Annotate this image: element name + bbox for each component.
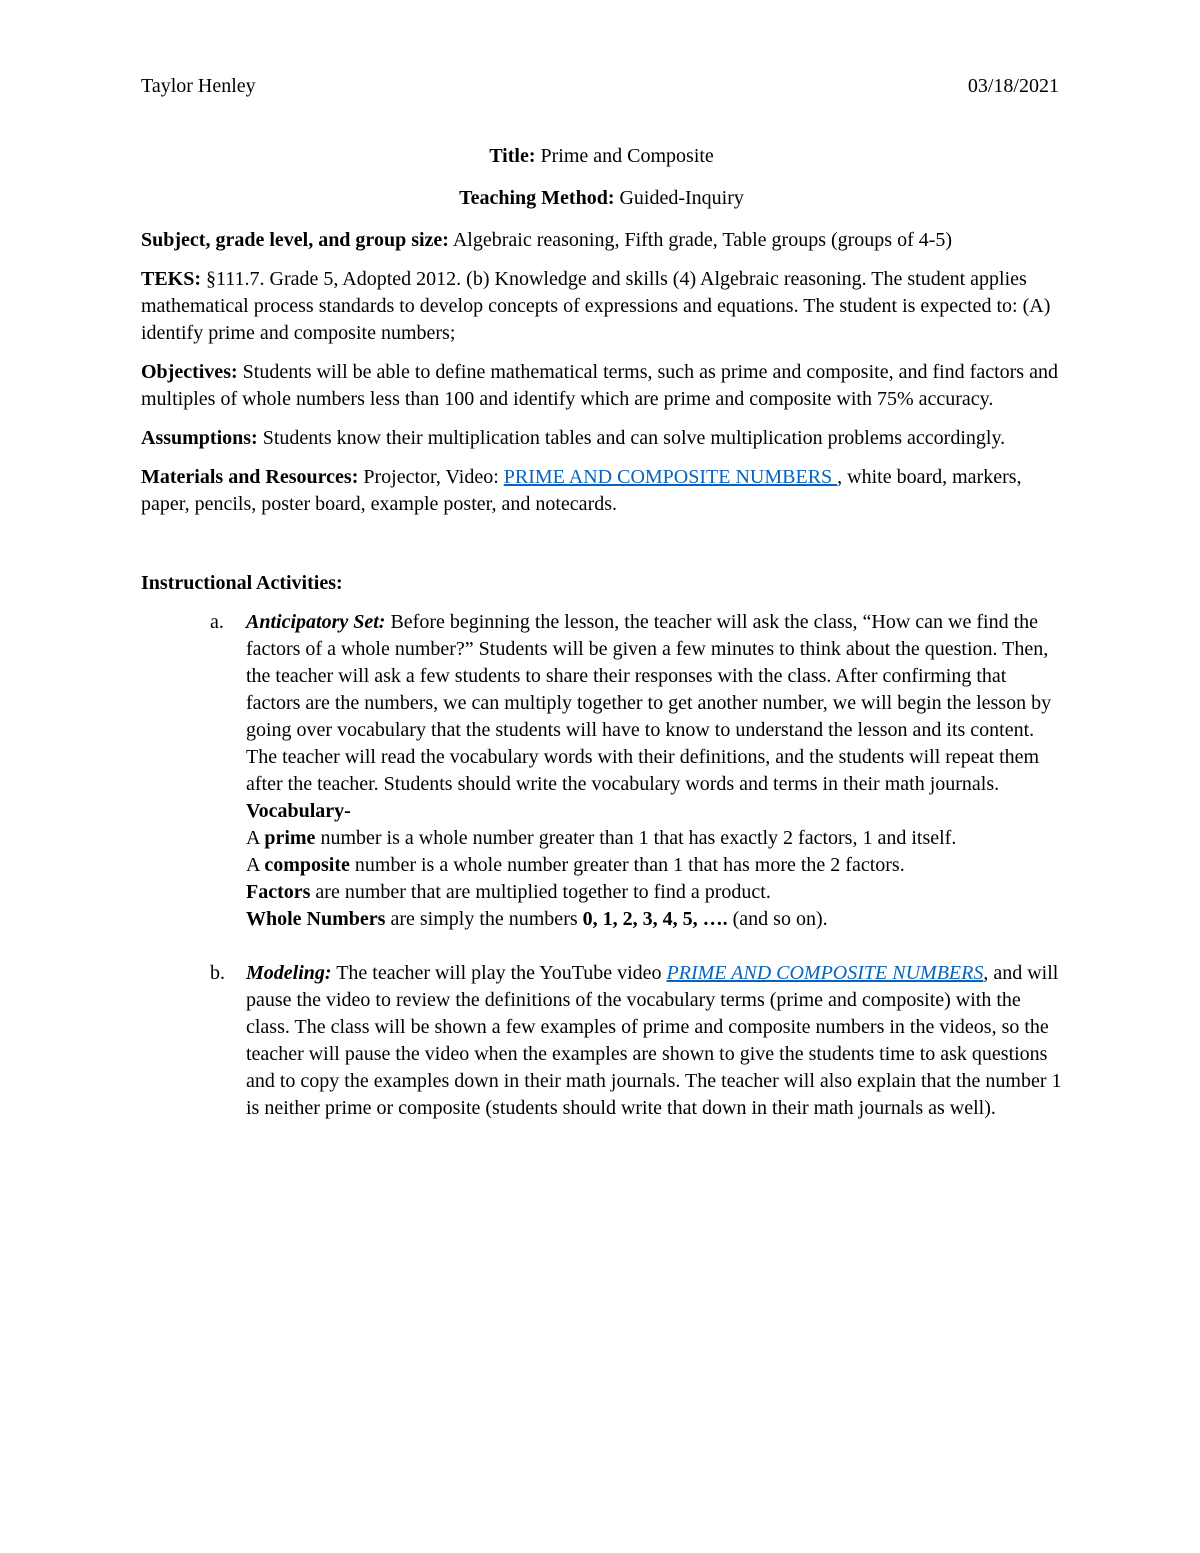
list-marker-a: a. — [210, 611, 224, 633]
teks-paragraph — [141, 266, 1062, 347]
materials-after: , white board, markers, paper, pencils, poster board, example poster, and notecards. — [141, 466, 1022, 515]
list-item-anticipatory-set — [141, 609, 1062, 933]
method-label: Teaching Method: — [459, 187, 615, 209]
lesson-plan-body — [141, 143, 1062, 1122]
method-line — [141, 185, 1062, 212]
assumptions-paragraph — [141, 425, 1062, 452]
vocab-prime-term: prime — [264, 827, 316, 849]
vocab-composite-term: composite — [264, 854, 350, 876]
teks-value: §111.7. Grade 5, Adopted 2012. (b) Knowledge and skills (4) Algebraic reasoning. The student applies mathematical process standards to develop concepts of expressions and equations. The student is expected to: (A) identify prime and composite numbers; — [141, 268, 1051, 344]
objectives-value: Students will be able to define mathematical terms, such as prime and composite, and find factors and multiples of whole numbers less than 100 and identify which are prime and composite with 75% accuracy. — [141, 361, 1058, 410]
youtube-video-link[interactable] — [667, 962, 984, 984]
objectives-label: Objectives: — [141, 361, 238, 383]
vocab-whole-end: (and so on). — [727, 908, 828, 930]
materials-before: Projector, Video: — [358, 466, 504, 488]
assumptions-value: Students know their multiplication tables and can solve multiplication problems accordingly. — [257, 427, 1006, 449]
materials-paragraph — [141, 464, 1062, 518]
title-value: Prime and Composite — [535, 145, 714, 167]
vocab-prime-def: number is a whole number greater than 1 that has exactly 2 factors, 1 and itself. — [315, 827, 957, 849]
modeling-label: Modeling: — [246, 962, 332, 984]
vocab-factors-def: are number that are multiplied together to find a product. — [310, 881, 771, 903]
vocab-composite-def: number is a whole number greater than 1 that has more the 2 factors. — [349, 854, 905, 876]
vocabulary-heading-text: Vocabulary- — [246, 800, 351, 822]
list-item-modeling — [141, 960, 1062, 1122]
vocab-prime — [246, 825, 1062, 852]
title-line — [141, 143, 1062, 170]
vocab-whole-list: 0, 1, 2, 3, 4, 5, …. — [582, 908, 728, 930]
subject-paragraph — [141, 227, 1062, 254]
vocab-factors-term: Factors — [246, 881, 311, 903]
modeling-text — [246, 960, 1062, 1122]
instructional-heading — [141, 570, 1062, 597]
vocab-composite — [246, 852, 1062, 879]
anticipatory-set-text — [246, 609, 1062, 798]
list-marker-b: b. — [210, 962, 225, 984]
teks-label: TEKS: — [141, 268, 202, 290]
video-link[interactable]: PRIME AND COMPOSITE NUMBERS — [503, 466, 838, 488]
subject-value: Algebraic reasoning, Fifth grade, Table groups (groups of 4-5) — [448, 229, 953, 251]
youtube-video-link-text[interactable]: PRIME AND COMPOSITE NUMBERS — [666, 962, 984, 984]
vocab-whole-term: Whole Numbers — [246, 908, 386, 930]
activities-list — [141, 609, 1062, 1122]
anticipatory-set-body: Before beginning the lesson, the teacher will ask the class, “How can we find the factors of a whole number?” Students will be given a few minutes to think about the question. Then, the teacher will ask a few students to share their responses with the class. After confirming that factors are the numbers, we can multiply together to get another number, we will begin the lesson by going over vocabulary that the students will have to know to understand the lesson and its content. The teacher will read the vocabulary words with their definitions, and the students will repeat them after the teacher. Students should write the vocabulary words and terms in their math journals. — [246, 611, 1052, 795]
vocab-composite-pre: A — [246, 854, 265, 876]
title-label: Title: — [489, 145, 536, 167]
anticipatory-set-label: Anticipatory Set: — [246, 611, 386, 633]
objectives-paragraph — [141, 359, 1062, 413]
method-value: Guided-Inquiry — [614, 187, 744, 209]
vocabulary-heading — [246, 798, 1062, 825]
instructional-heading-text: Instructional Activities: — [141, 572, 343, 594]
vocab-whole-numbers — [246, 906, 1062, 933]
modeling-after: , and will pause the video to review the definitions of the vocabulary terms (prime and composite) with the class. The class will be shown a few examples of prime and composite numbers in the videos, so the teacher will pause the video when the examples are shown to give the students time to ask questions and to copy the examples down in their math journals. The teacher will also explain that the number 1 is neither prime or composite (students should write that down in their math journals as well). — [246, 962, 1062, 1119]
vocab-factors — [246, 879, 1062, 906]
materials-label: Materials and Resources: — [141, 466, 359, 488]
header-author: Taylor Henley — [141, 75, 256, 97]
header-date: 03/18/2021 — [967, 75, 1059, 97]
modeling-before: The teacher will play the YouTube video — [331, 962, 667, 984]
vocab-prime-pre: A — [246, 827, 265, 849]
assumptions-label: Assumptions: — [141, 427, 258, 449]
subject-label: Subject, grade level, and group size: — [141, 229, 449, 251]
vocab-whole-def: are simply the numbers — [385, 908, 583, 930]
